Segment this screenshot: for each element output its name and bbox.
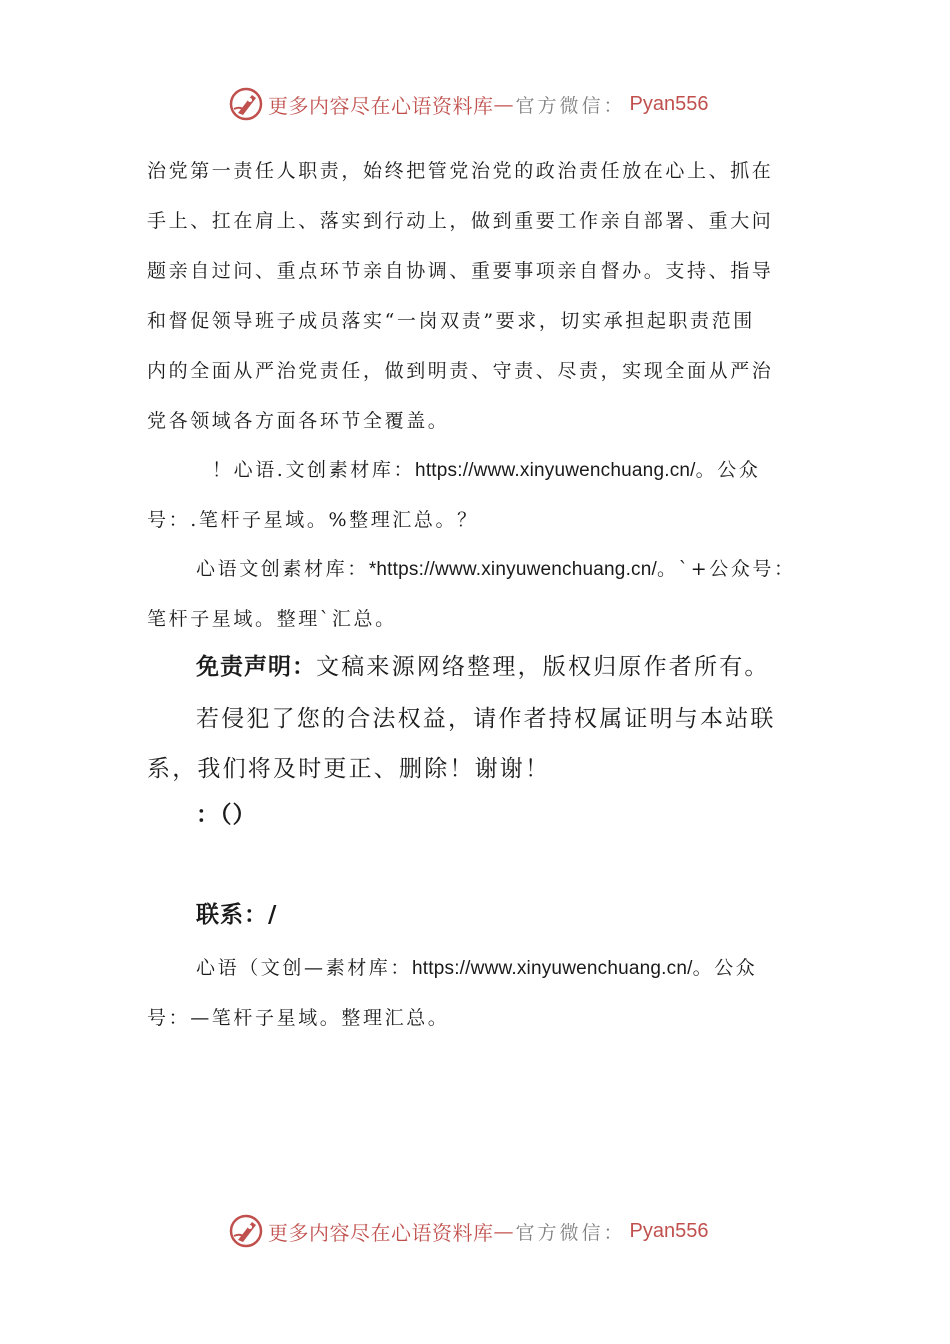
disclaimer-line: 若侵犯了您的合法权益，请作者持权属证明与本站联	[196, 706, 776, 732]
source-prefix: 心语（文创—素材库：	[196, 957, 413, 979]
disclaimer-extra: ：（）	[196, 802, 257, 828]
banner-wechat-label: 官方微信：	[515, 94, 626, 117]
contact-line	[196, 898, 277, 932]
disclaimer-label: 免责声明：	[196, 654, 316, 680]
paragraph-line: 内的全面从严治党责任，做到明责、守责、尽责，实现全面从严治	[147, 360, 774, 382]
contact-value: /	[268, 902, 278, 928]
paragraph-line: 手上、扛在肩上、落实到行动上，做到重要工作亲自部署、重大问	[147, 210, 774, 232]
banner-wechat-id: Pyan556	[629, 1219, 709, 1242]
paragraph-line: 党各领域各方面各环节全覆盖。	[147, 410, 450, 432]
disclaimer-text: 文稿来源网络整理，版权归原作者所有。	[316, 654, 770, 680]
paragraph-line: 和督促领导班子成员落实“一岗双责”要求，切实承担起职责范围	[147, 310, 755, 332]
banner-wechat-label: 官方微信：	[515, 1221, 626, 1244]
contact-label: 联系：	[196, 902, 268, 928]
footer-banner	[228, 1211, 708, 1251]
source-line	[196, 953, 757, 984]
source-url: *https://www.xinyuwenchuang.cn/	[368, 559, 657, 580]
disclaimer-line: 系，我们将及时更正、删除！谢谢！	[147, 756, 551, 782]
source-line-2: 笔杆子星域。整理`汇总。	[147, 608, 397, 630]
source-suffix: 。公众	[692, 957, 758, 979]
source-line-2: 号：.笔杆子星域。%整理汇总。？	[147, 509, 479, 531]
source-url: https://www.xinyuwenchuang.cn/	[412, 958, 693, 979]
disclaimer-line	[196, 650, 770, 684]
banner-title: 更多内容尽在心语资料库	[268, 93, 494, 118]
pen-nib-logo-icon	[228, 1213, 264, 1249]
source-prefix: ！心语.文创素材库：	[212, 459, 416, 481]
pen-nib-logo-icon	[228, 86, 264, 122]
banner-wechat-id: Pyan556	[629, 92, 709, 115]
source-prefix: 心语文创素材库：	[196, 558, 369, 580]
banner-dash: —	[493, 92, 514, 116]
source-suffix: 。`+公众号：	[657, 558, 796, 580]
banner-title: 更多内容尽在心语资料库	[268, 1220, 494, 1245]
source-url: https://www.xinyuwenchuang.cn/	[415, 460, 696, 481]
paragraph-line: 题亲自过问、重点环节亲自协调、重要事项亲自督办。支持、指导	[147, 260, 774, 282]
paragraph-line: 治党第一责任人职责，始终把管党治党的政治责任放在心上、抓在	[147, 160, 774, 182]
source-line	[212, 455, 760, 486]
header-banner	[228, 84, 708, 124]
source-line	[196, 554, 796, 585]
source-suffix: 。公众	[695, 459, 761, 481]
banner-dash: —	[493, 1219, 514, 1243]
source-line-2: 号：—笔杆子星域。整理汇总。	[147, 1007, 450, 1029]
